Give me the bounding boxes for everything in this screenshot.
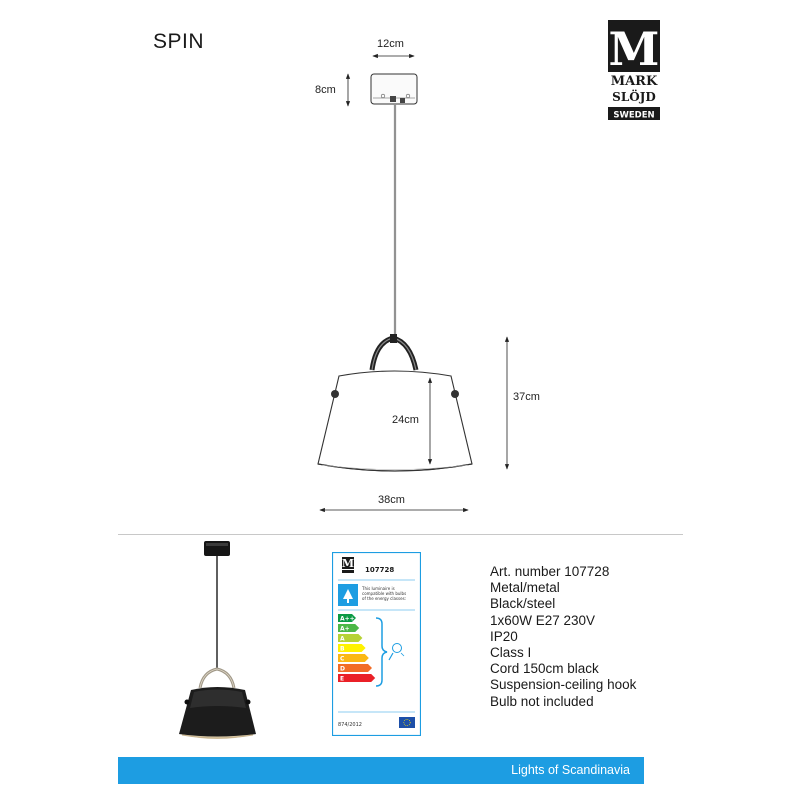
energy-logo-letter: M	[341, 557, 355, 570]
logo-line-1: MARK	[610, 74, 658, 89]
total-height-label: 37cm	[513, 391, 540, 403]
energy-article: 107728	[365, 566, 395, 574]
energy-label	[332, 552, 421, 736]
section-divider	[118, 534, 683, 535]
spec-ip-rating: IP20	[490, 628, 518, 644]
compat-line-3: of the energy classes:	[362, 596, 406, 601]
compat-line-2: compatible with bulbs	[362, 591, 407, 596]
compat-line-1: This luminaire is	[362, 586, 395, 591]
energy-class-label: B	[340, 645, 345, 653]
logo-line-2: SLÖJD	[612, 90, 656, 104]
product-title: SPIN	[153, 30, 205, 53]
canopy-width-label: 12cm	[377, 38, 404, 50]
logo-line-3: SWEDEN	[613, 110, 655, 121]
product-photo	[170, 538, 280, 748]
energy-class-label: D	[340, 665, 345, 673]
spec-mounting: Suspension-ceiling hook	[490, 677, 637, 693]
spec-class: Class I	[490, 645, 532, 661]
energy-regulation: 874/2012	[338, 722, 362, 728]
energy-class-label: E	[340, 675, 345, 683]
shade-width-label: 38cm	[378, 494, 405, 506]
energy-class-label: A++	[340, 615, 355, 623]
energy-class-label: A+	[340, 625, 350, 633]
energy-class-label: A	[340, 635, 345, 643]
spec-material: Metal/metal	[490, 580, 560, 596]
energy-class-label: C	[340, 655, 345, 663]
footer-bar	[118, 757, 644, 784]
spec-cord: Cord 150cm black	[490, 661, 599, 677]
ceiling-canopy	[371, 74, 417, 104]
footer-text: Lights of Scandinavia	[511, 763, 630, 777]
spec-bulb-note: Bulb not included	[490, 693, 594, 709]
lamp-handle	[372, 334, 416, 370]
spec-color: Black/steel	[490, 596, 556, 612]
eu-flag-icon	[399, 717, 415, 728]
spec-article-number: Art. number 107728	[490, 564, 610, 579]
logo-letter: M	[608, 22, 660, 76]
canopy-height-label: 8cm	[315, 84, 336, 96]
spec-bulb: 1x60W E27 230V	[490, 612, 596, 628]
shade-height-label: 24cm	[392, 414, 419, 426]
spec-list	[490, 564, 636, 710]
